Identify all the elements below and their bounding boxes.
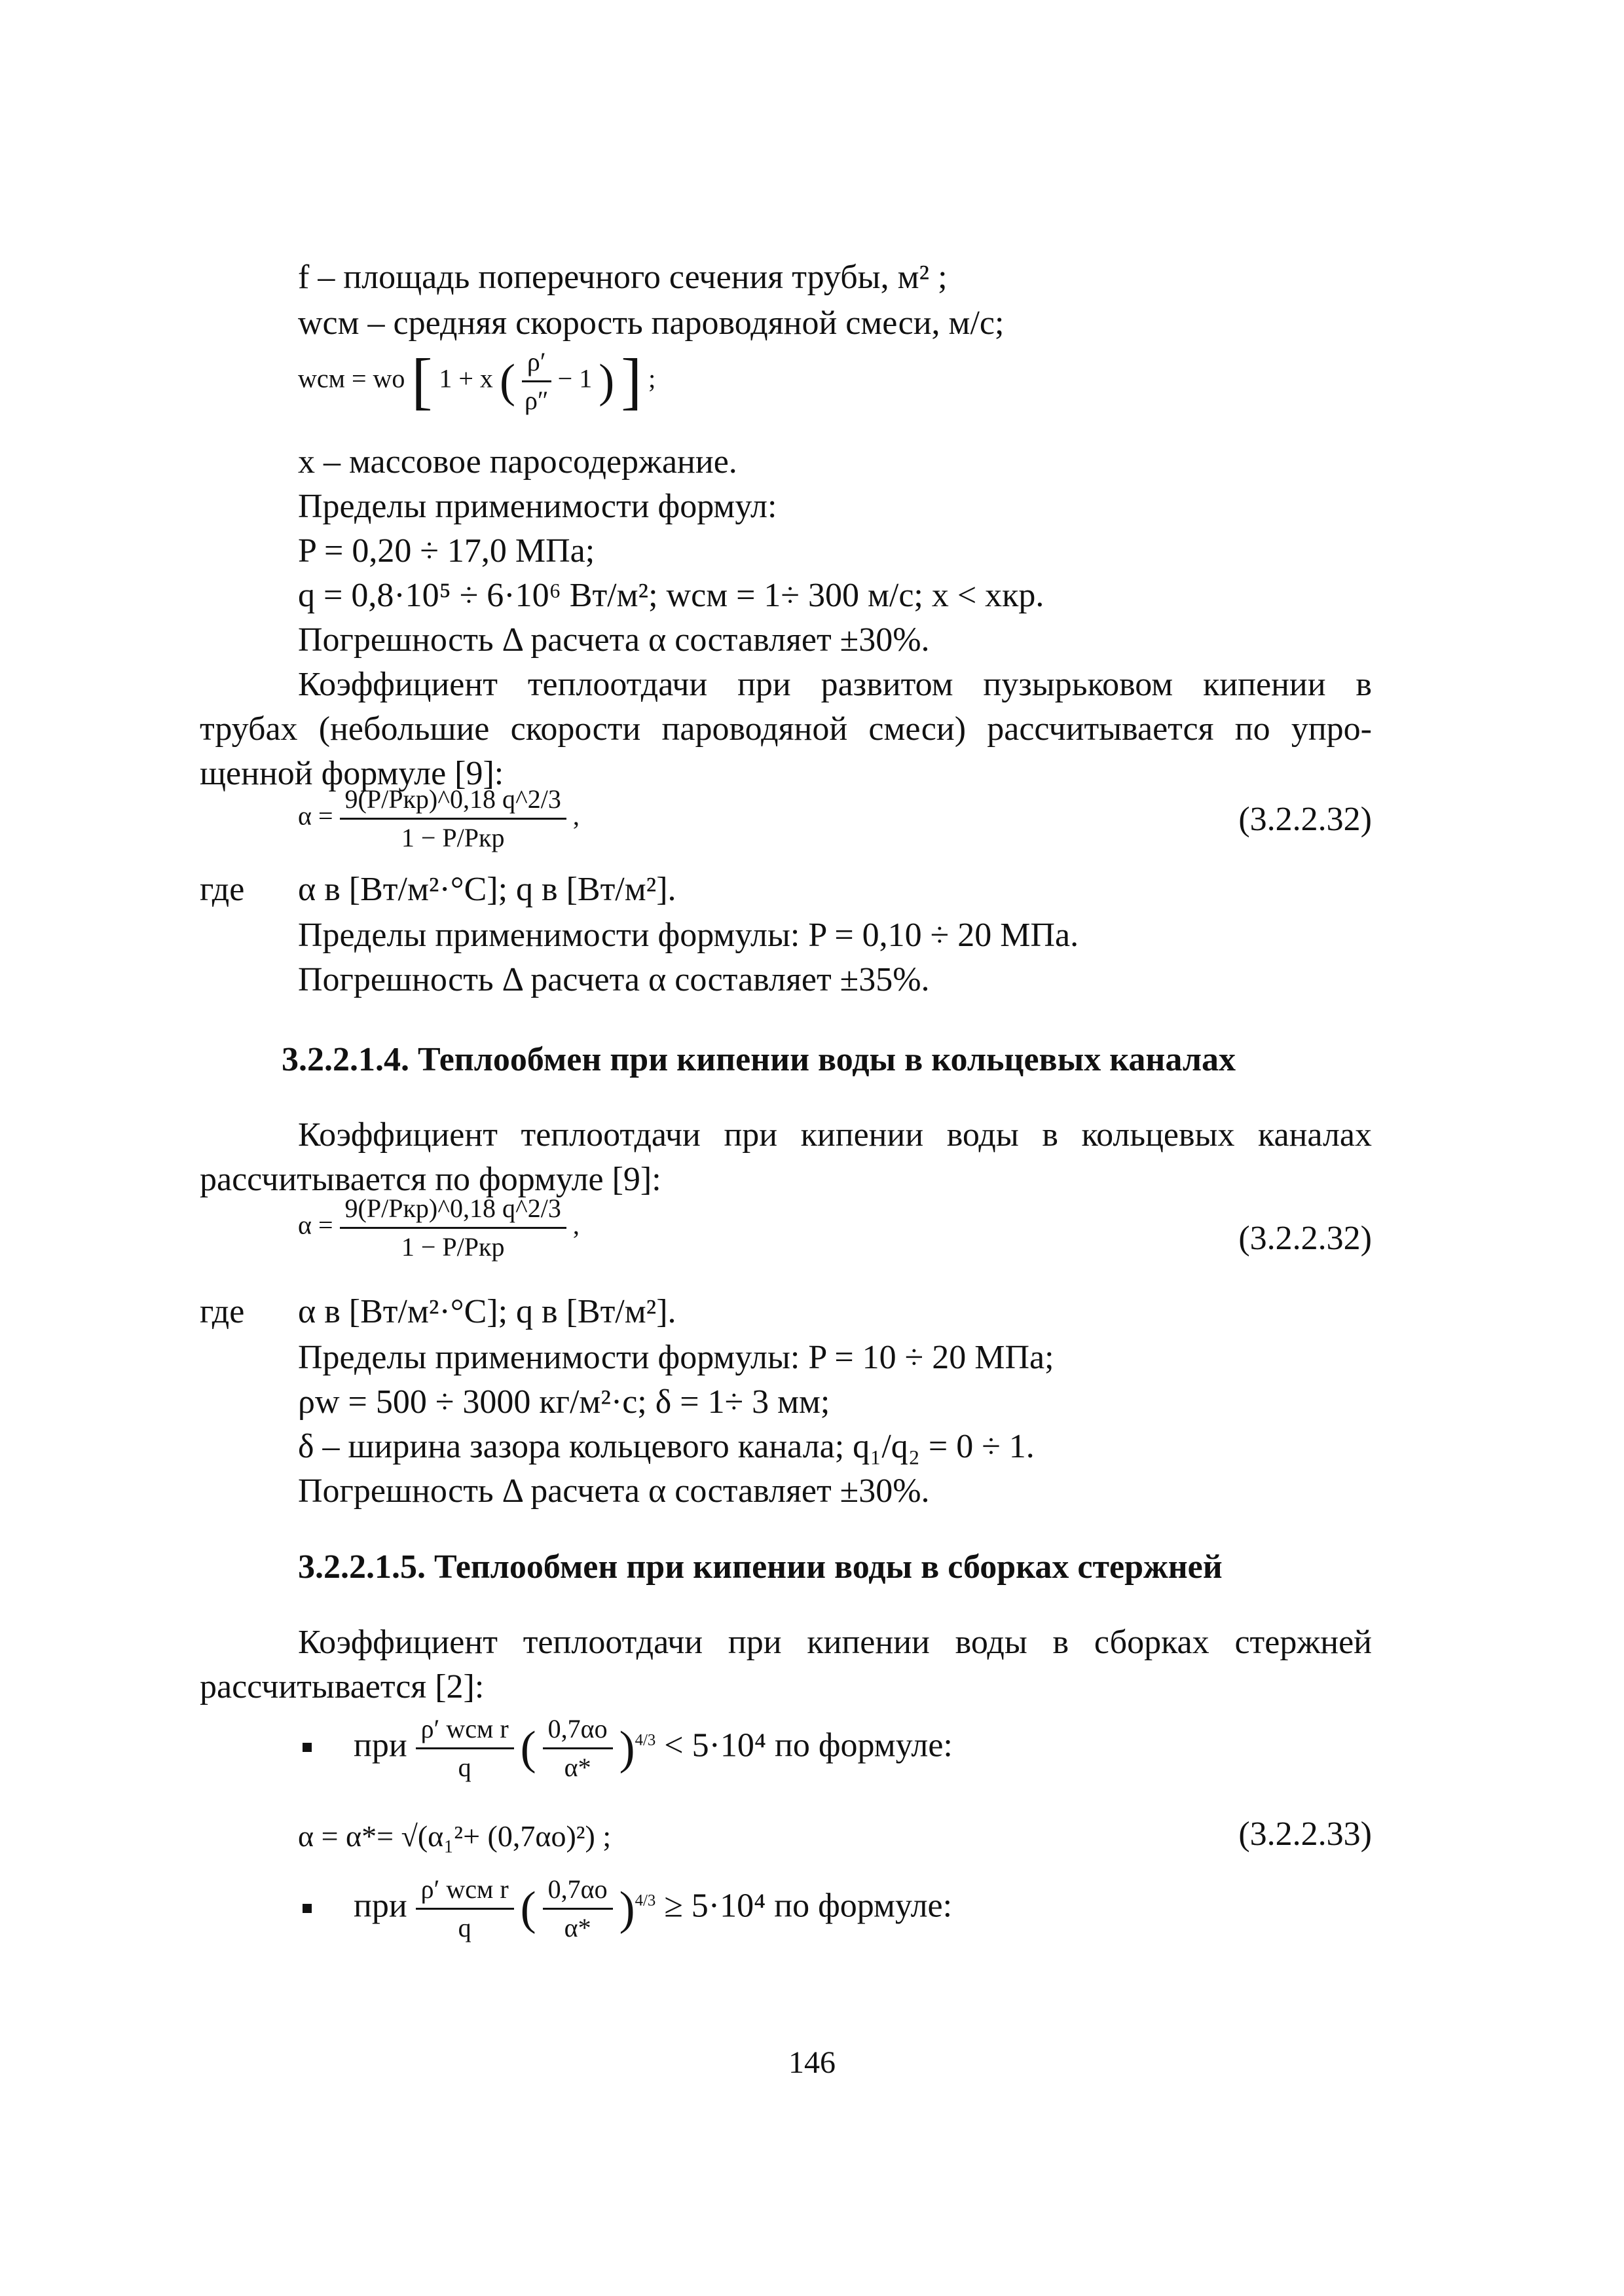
text-line-x: x – массовое паросодержание.: [298, 443, 737, 481]
exponent: 4/3: [635, 1731, 656, 1749]
fraction-denominator: α*: [564, 1913, 591, 1942]
text-line-wsm: wсм – средняя скорость пароводяной смеси, м/с;: [298, 304, 1005, 342]
fraction-numerator: 0,7αо: [543, 1872, 613, 1910]
criterion-inner-fraction: [543, 1712, 613, 1785]
formula-alpha-2: [298, 1192, 580, 1264]
semicolon: ;: [648, 363, 656, 393]
bullet-item-1: [354, 1712, 953, 1785]
paragraph-1-line-3: щенной формуле [9]:: [200, 755, 504, 792]
where-text-2: α в [Вт/м²·°С]; q в [Вт/м²].: [298, 1293, 676, 1330]
criterion-fraction: [416, 1712, 514, 1785]
left-paren: (: [520, 1721, 536, 1774]
bullet-marker-1: [303, 1743, 312, 1752]
where-text-1: α в [Вт/м²·°С]; q в [Вт/м²].: [298, 871, 676, 908]
fraction-numerator: ρ′: [522, 345, 551, 382]
fraction-denominator: α*: [564, 1753, 591, 1782]
text-line-limits-p: Пределы применимости формулы: P = 0,10 ÷ 20 МПа.: [298, 917, 1079, 954]
where-label-2: где: [200, 1293, 245, 1330]
paragraph-1-line-1: Коэффициент теплоотдачи при развитом пузырьковом кипении в: [298, 666, 1372, 703]
text-line-error-30: Погрешность Δ расчета α составляет ±30%.: [298, 621, 930, 659]
comma: ,: [572, 801, 580, 831]
exponent: 4/3: [635, 1891, 656, 1910]
formula-wsm-tail: − 1: [557, 363, 593, 393]
paragraph-1-line-2: трубах (небольшие скорости пароводяной смеси) рассчитывается по упро-: [200, 710, 1372, 748]
criterion-expression-1: [416, 1712, 656, 1785]
formula-alpha-1: [298, 782, 580, 855]
right-bracket: ]: [621, 346, 642, 416]
section-heading-3-2-2-1-4: 3.2.2.1.4. Теплообмен при кипении воды в кольцевых каналах: [282, 1041, 1236, 1078]
equation-number-2: (3.2.2.32): [1238, 1220, 1372, 1257]
fraction-denominator: 1 − P/Pкр: [401, 823, 505, 852]
paragraph-3-line-2: рассчитывается [2]:: [200, 1668, 485, 1705]
bullet-item-2: [354, 1872, 952, 1945]
formula-alpha-star: α = α*= √(α₁²+ (0,7αо)²) ;: [298, 1819, 612, 1853]
page-number: 146: [788, 2045, 836, 2080]
paragraph-2-line-2: рассчитывается по формуле [9]:: [200, 1161, 661, 1198]
bullet-1-suffix: < 5·10⁴ по формуле:: [664, 1726, 953, 1764]
paragraph-2-line-1: Коэффициент теплоотдачи при кипении воды в кольцевых каналах: [298, 1116, 1372, 1154]
formula-wsm-lhs: wсм = wо: [298, 363, 405, 393]
criterion-fraction: [416, 1872, 514, 1945]
where-label-1: где: [200, 871, 245, 908]
formula-alpha-lhs: α =: [298, 801, 333, 831]
formula-alpha-fraction: [340, 1192, 566, 1264]
bullet-marker-2: [303, 1904, 312, 1913]
fraction-numerator: 9(P/Pкр)^0,18 q^2/3: [340, 782, 566, 820]
formula-wsm-inner: 1 + x: [439, 363, 493, 393]
left-paren: (: [499, 354, 515, 407]
formula-wsm: [298, 340, 655, 422]
fraction-denominator: ρ″: [524, 385, 549, 415]
text-line-limits-p-2: Пределы применимости формулы: P = 10 ÷ 20 МПа;: [298, 1339, 1054, 1376]
equation-number-3: (3.2.2.33): [1238, 1815, 1372, 1853]
fraction-denominator: q: [458, 1753, 471, 1782]
left-paren: (: [520, 1882, 536, 1935]
criterion-expression-2: [416, 1872, 656, 1945]
text-line-p-range: P = 0,20 ÷ 17,0 МПа;: [298, 532, 595, 570]
fraction-denominator: 1 − P/Pкр: [401, 1232, 505, 1262]
formula-alpha-fraction: [340, 782, 566, 855]
fraction-numerator: ρ′ wсм r: [416, 1712, 514, 1749]
text-line-limits: Пределы применимости формул:: [298, 488, 777, 525]
fraction-numerator: ρ′ wсм r: [416, 1872, 514, 1910]
fraction-numerator: 0,7αо: [543, 1712, 613, 1749]
formula-wsm-fraction: [522, 345, 551, 418]
section-heading-3-2-2-1-5: 3.2.2.1.5. Теплообмен при кипении воды в сборках стержней: [298, 1548, 1223, 1586]
paragraph-3-line-1: Коэффициент теплоотдачи при кипении воды в сборках стержней: [298, 1624, 1372, 1661]
bullet-1-prefix: при: [354, 1726, 407, 1764]
criterion-inner-fraction: [543, 1872, 613, 1945]
right-paren: ): [619, 1721, 635, 1774]
fraction-denominator: q: [458, 1913, 471, 1942]
right-paren: ): [599, 354, 615, 407]
text-line-delta: δ – ширина зазора кольцевого канала; q₁/q₂ = 0 ÷ 1.: [298, 1428, 1035, 1465]
comma: ,: [572, 1210, 580, 1240]
fraction-numerator: 9(P/Pкр)^0,18 q^2/3: [340, 1192, 566, 1229]
text-line-q-range: q = 0,8·10⁵ ÷ 6·10⁶ Вт/м²; wсм = 1÷ 300 м/с; x < xкр.: [298, 577, 1044, 614]
bullet-2-prefix: при: [354, 1887, 407, 1925]
right-paren: ): [619, 1882, 635, 1935]
text-line-error-30-2: Погрешность Δ расчета α составляет ±30%.: [298, 1472, 930, 1510]
equation-number-1: (3.2.2.32): [1238, 801, 1372, 838]
text-line-error-35: Погрешность Δ расчета α составляет ±35%.: [298, 961, 930, 998]
left-bracket: [: [411, 346, 433, 416]
formula-alpha-lhs: α =: [298, 1210, 333, 1240]
bullet-2-suffix: ≥ 5·10⁴ по формуле:: [664, 1887, 953, 1925]
text-line-f: f – площадь поперечного сечения трубы, м² ;: [298, 259, 948, 296]
text-line-rho-w: ρw = 500 ÷ 3000 кг/м²·с; δ = 1÷ 3 мм;: [298, 1383, 830, 1421]
